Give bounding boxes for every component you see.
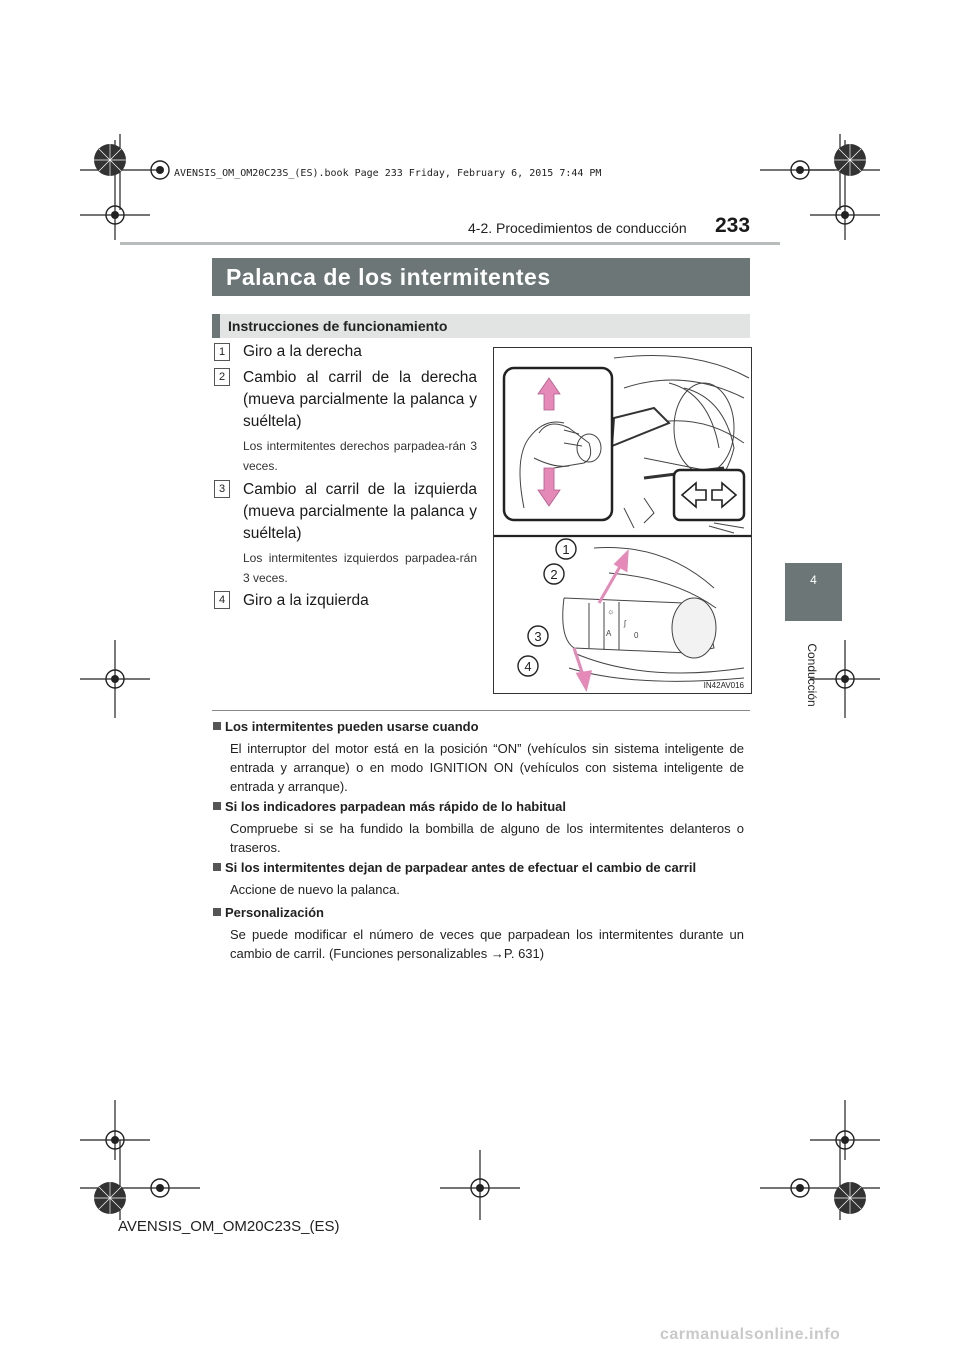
page-title: Palanca de los intermitentes bbox=[226, 264, 551, 290]
bullet-square-icon bbox=[213, 908, 221, 916]
note-body-3: Accione de nuevo la palanca. bbox=[230, 882, 400, 897]
bullet-square-icon bbox=[213, 863, 221, 871]
note-body-1: El interruptor del motor está en la posición “ON” (vehículos sin sistema inteligente de entrada y arranque) o en modo IGNITION ON (vehículos con sistema inteligente de entrada y arranque). bbox=[230, 741, 744, 794]
bullet-square-icon bbox=[213, 802, 221, 810]
item-text-2: Cambio al carril de la derecha (mueva parcialmente la palanca y suéltela) bbox=[243, 369, 477, 430]
chapter-number: 4 bbox=[810, 573, 817, 587]
item-number-3: 3 bbox=[214, 480, 230, 498]
item-number-4: 4 bbox=[214, 591, 230, 609]
chapter-tab bbox=[785, 563, 842, 621]
subtitle: Instrucciones de funcionamiento bbox=[228, 318, 448, 334]
page-title-bar bbox=[212, 258, 750, 296]
book-stamp: AVENSIS_OM_OM20C23S_(ES).book Page 233 Friday, February 6, 2015 7:44 PM bbox=[174, 168, 602, 179]
subtitle-bar bbox=[212, 314, 750, 338]
svg-text:☼: ☼ bbox=[607, 607, 615, 616]
note-heading-4-text: Personalización bbox=[225, 905, 324, 920]
callout-2: 2 bbox=[550, 567, 558, 582]
chapter-label-wrap bbox=[802, 620, 822, 740]
footer-doc-code: AVENSIS_OM_OM20C23S_(ES) bbox=[118, 1218, 340, 1235]
chapter-label: Conducción bbox=[805, 643, 819, 707]
subtitle-marker bbox=[212, 314, 220, 338]
header-rule bbox=[120, 242, 780, 245]
note-body-2: Compruebe si se ha fundido la bombilla de alguno de los intermitentes delanteros o traseros. bbox=[230, 821, 744, 855]
illustration-drawing bbox=[494, 348, 751, 693]
item-text-3: Cambio al carril de la izquierda (mueva parcialmente la palanca y suéltela) bbox=[243, 481, 477, 542]
note-heading-1-text: Los intermitentes pueden usarse cuando bbox=[225, 719, 479, 734]
svg-text:0: 0 bbox=[634, 631, 639, 640]
illustration-code: IN42AV016 bbox=[703, 681, 744, 690]
item-sub-2: Los intermitentes derechos parpadea-rán 3 veces. bbox=[243, 439, 477, 473]
note-heading-3-text: Si los intermitentes dejan de parpadear antes de efectuar el cambio de carril bbox=[225, 860, 697, 875]
svg-text:A: A bbox=[606, 629, 612, 638]
bullet-square-icon bbox=[213, 722, 221, 730]
turn-signal-illustration bbox=[493, 347, 752, 694]
note-heading-1 bbox=[213, 719, 479, 734]
item-text-1: Giro a la derecha bbox=[243, 343, 362, 360]
section-heading: 4-2. Procedimientos de conducción bbox=[468, 220, 687, 236]
note-heading-2-text: Si los indicadores parpadean más rápido de lo habitual bbox=[225, 799, 566, 814]
note-body-4: Se puede modificar el número de veces que parpadean los intermitentes durante un cambio de carril. (Funciones personalizables →P. 631) bbox=[230, 927, 744, 961]
note-heading-3 bbox=[213, 860, 696, 875]
item-sub-3: Los intermitentes izquierdos parpadea-rán 3 veces. bbox=[243, 551, 477, 585]
note-heading-4 bbox=[213, 905, 324, 920]
notes-rule bbox=[212, 710, 750, 711]
item-number-2: 2 bbox=[214, 368, 230, 386]
page-number: 233 bbox=[715, 214, 751, 237]
callout-3: 3 bbox=[534, 629, 542, 644]
note-heading-2 bbox=[213, 799, 566, 814]
svg-text:ʃ: ʃ bbox=[624, 619, 626, 628]
watermark: carmanualsonline.info bbox=[660, 1326, 841, 1343]
item-number-1: 1 bbox=[214, 343, 230, 361]
item-text-4: Giro a la izquierda bbox=[243, 592, 369, 609]
callout-4: 4 bbox=[524, 659, 532, 674]
callout-1: 1 bbox=[562, 542, 570, 557]
illustration-callouts bbox=[518, 539, 576, 676]
